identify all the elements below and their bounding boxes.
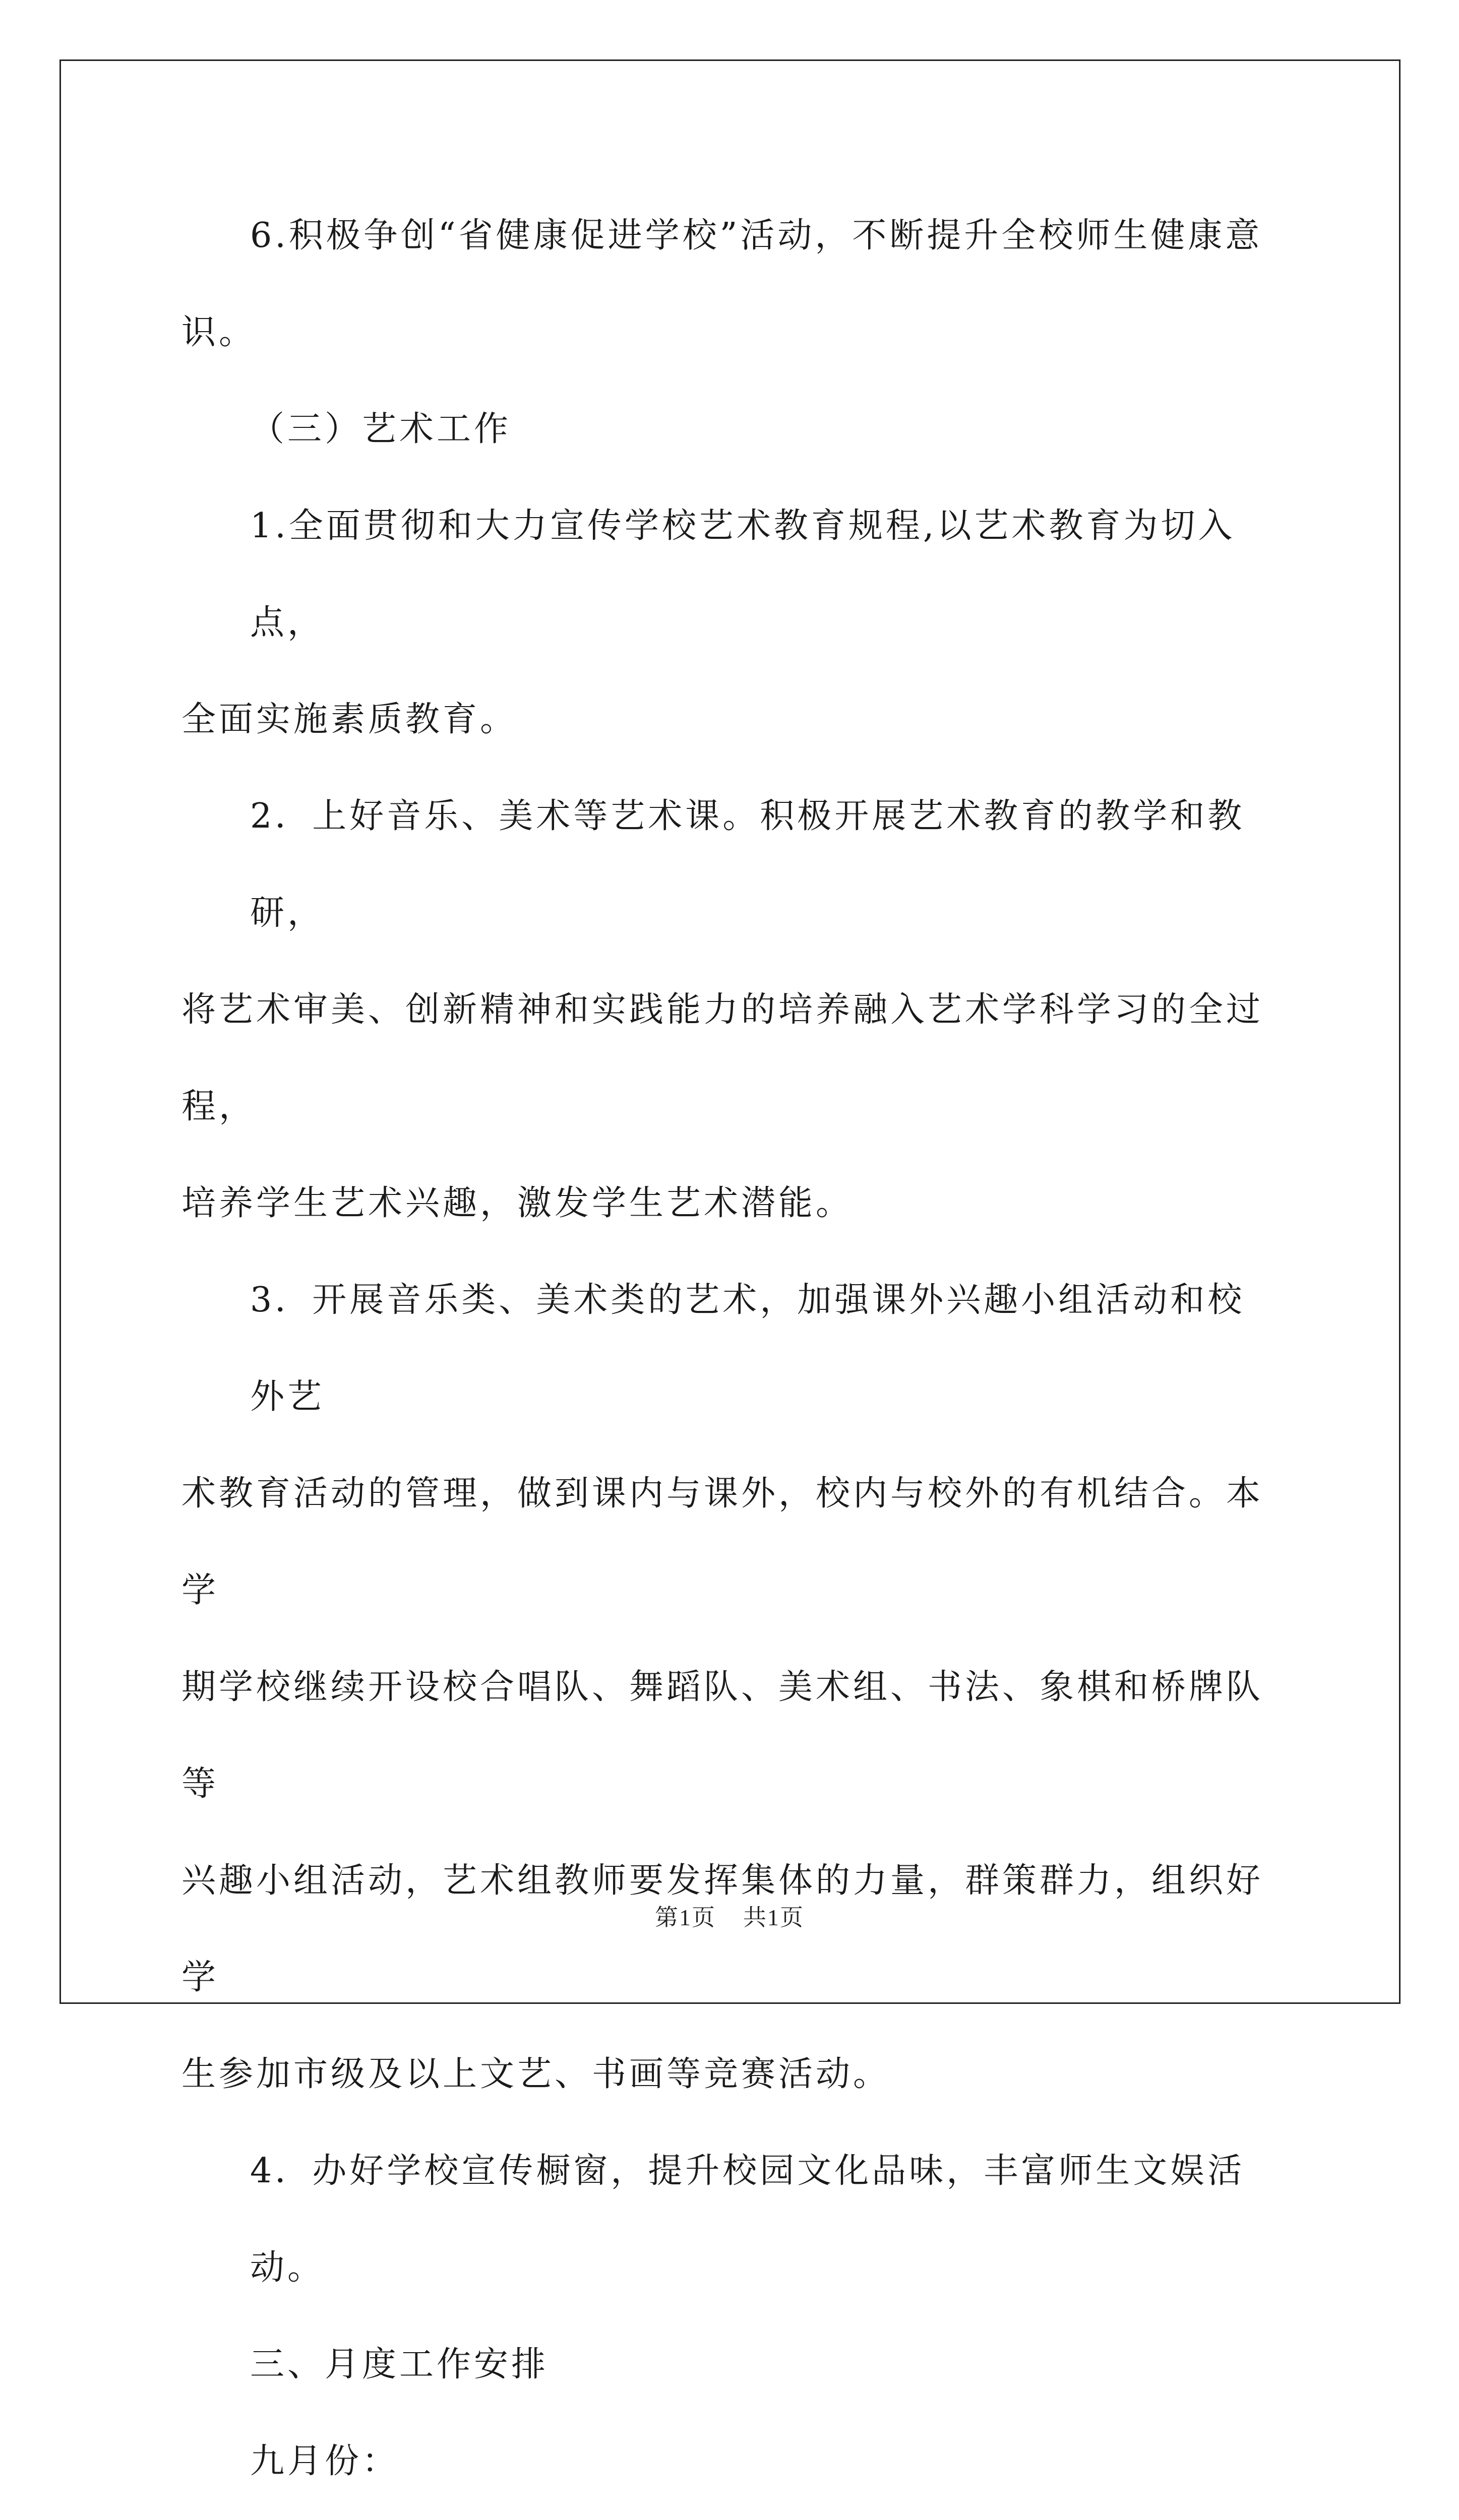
paragraph-september-item-1 [181,2510,1281,2520]
text-line: 期学校继续开设校合唱队、舞蹈队、美术组、书法、象棋和桥牌队等 [181,1667,1264,1804]
text-line: 生参加市级及以上文艺、书画等竞赛活动。 [181,2054,891,2094]
document-body [181,187,1281,2520]
page-total: 共1页 [743,1905,804,1930]
paragraph-item-2 [181,768,1281,1252]
paragraph-item-6 [181,187,1281,381]
text-line: 4．办好学校宣传橱窗，提升校园文化品味，丰富师生文娱活动。 [250,2151,1245,2288]
text-line: （三）艺术工作 [250,409,512,449]
text-line: 术教育活动的管理，做到课内与课外，校内与校外的有机结合。本学 [181,1474,1264,1610]
page-number: 第1页 [655,1905,716,1930]
text-line: 2．上好音乐、美术等艺术课。积极开展艺术教育的教学和教研， [250,796,1245,933]
text-line: 6.积极争创“省健康促进学校”活动，不断提升全校师生健康意 [250,216,1263,256]
section-heading-monthly-schedule [181,2316,1281,2413]
text-line [181,2510,1281,2520]
paragraph-item-1 [181,478,1281,768]
paragraph-item-3 [181,1252,1281,2123]
text-line: 全面实施素质教育。 [181,700,518,739]
text-line: 三、月度工作安排 [250,2345,549,2384]
section-heading-art-work [181,381,1281,478]
text-line: 3．开展音乐类、美术类的艺术，加强课外兴趣小组活动和校外艺 [250,1280,1245,1417]
text-line: 将艺术审美、创新精神和实践能力的培养融入艺术学科学习的全过程， [181,990,1264,1126]
text-line: 兴趣小组活动，艺术组教师要发挥集体的力量，群策群力，组织好学 [181,1861,1264,1997]
text-line: 九月份： [250,2441,400,2481]
text-line: 1.全面贯彻和大力宣传学校艺术教育规程,以艺术教育为切入点， [250,506,1236,643]
page-footer [0,1899,1459,1932]
text-line: 识。 [181,312,257,352]
month-heading-september [181,2413,1281,2510]
text-line: 培养学生艺术兴趣，激发学生艺术潜能。 [181,1183,854,1223]
paragraph-item-4 [181,2123,1281,2316]
